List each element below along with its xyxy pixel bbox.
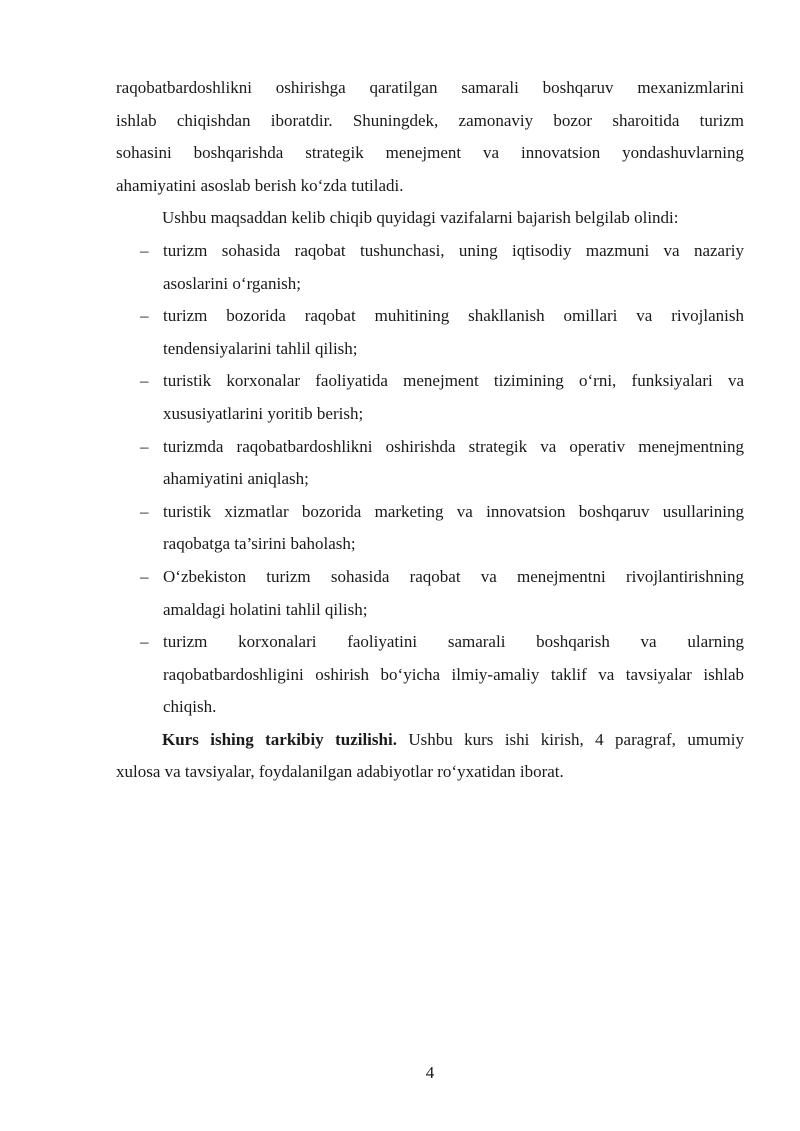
bullet-dash: – — [140, 436, 149, 456]
bullet-dash: – — [140, 501, 149, 521]
task-5-text: turistik xizmatlar bozorida marketing va innovatsion boshqaruv usullarining — [163, 501, 744, 521]
task-5-line-1 — [116, 496, 744, 529]
task-4-line-1 — [116, 431, 744, 464]
intro-line-4: ahamiyatini asoslab berish ko‘zda tutiladi. — [116, 175, 404, 195]
bullet-dash: – — [140, 306, 149, 326]
intro-line-2: ishlab chiqishdan iboratdir. Shuningdek, zamonaviy bozor sharoitida turizm — [116, 110, 744, 130]
task-1-line-1 — [116, 235, 744, 268]
task-7-text: turizm korxonalari faoliyatini samarali boshqarish va ularning — [163, 632, 744, 652]
body-text — [116, 72, 744, 789]
task-3-line-2: xususiyatlarini yoritib berish; — [163, 403, 364, 423]
tasks-intro: Ushbu maqsaddan kelib chiqib quyidagi vazifalarni bajarish belgilab olindi: — [162, 208, 679, 228]
task-7-line-3: chiqish. — [163, 697, 217, 717]
task-3-text: turistik korxonalar faoliyatida menejment tizimining o‘rni, funksiyalari va — [163, 371, 744, 391]
intro-line-3: sohasini boshqarishda strategik menejment va innovatsion yondashuvlarning — [116, 143, 744, 163]
bullet-dash: – — [140, 240, 149, 260]
structure-heading: Kurs ishing tarkibiy tuzilishi. — [162, 729, 397, 749]
task-4-text: turizmda raqobatbardoshlikni oshirishda strategik va operativ menejmentning — [163, 436, 744, 456]
task-6-text: O‘zbekiston turizm sohasida raqobat va menejmentni rivojlantirishning — [163, 566, 744, 586]
intro-line-1: raqobatbardoshlikni oshirishga qaratilgan samarali boshqaruv mexanizmlarini — [116, 78, 744, 97]
task-4-line-2: ahamiyatini aniqlash; — [163, 469, 309, 489]
structure-text: Ushbu kurs ishi kirish, 4 paragraf, umumiy — [396, 729, 744, 749]
bullet-dash: – — [140, 371, 149, 391]
task-6-line-1 — [116, 561, 744, 594]
task-5-line-2: raqobatga ta’sirini baholash; — [163, 534, 356, 554]
task-2-line-2: tendensiyalarini tahlil qilish; — [163, 338, 358, 358]
page-number: 4 — [425, 1063, 435, 1082]
structure-line-1 — [116, 724, 744, 757]
task-3-line-1 — [116, 365, 744, 398]
task-7-line-1 — [116, 626, 744, 659]
task-2-line-1 — [116, 300, 744, 333]
bullet-dash: – — [140, 566, 149, 586]
task-7-line-2: raqobatbardoshligini oshirish bo‘yicha ilmiy-amaliy taklif va tavsiyalar ishlab — [163, 664, 744, 684]
task-1-text: turizm sohasida raqobat tushunchasi, uning iqtisodiy mazmuni va nazariy — [163, 240, 744, 260]
bullet-dash: – — [140, 632, 149, 652]
structure-line-2: xulosa va tavsiyalar, foydalanilgan adabiyotlar ro‘yxatidan iborat. — [116, 762, 564, 782]
task-1-line-2: asoslarini o‘rganish; — [163, 273, 302, 293]
task-6-line-2: amaldagi holatini tahlil qilish; — [163, 599, 368, 619]
task-2-text: turizm bozorida raqobat muhitining shakllanish omillari va rivojlanish — [163, 306, 744, 326]
